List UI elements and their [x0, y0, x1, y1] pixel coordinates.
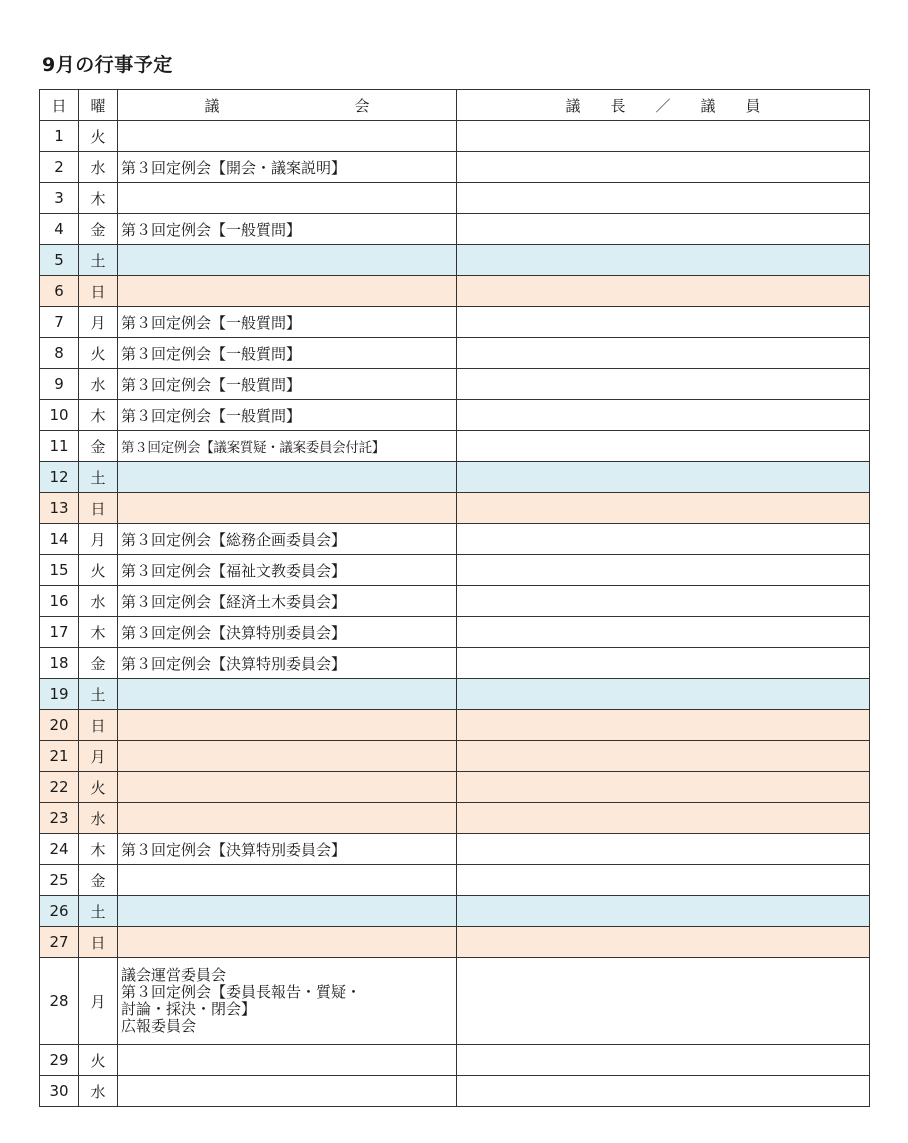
- day-cell: 11: [40, 431, 79, 462]
- weekday-cell: 日: [79, 276, 118, 307]
- table-row: [40, 865, 870, 896]
- members-cell: [457, 524, 870, 555]
- members-cell: [457, 121, 870, 152]
- weekday-cell: 金: [79, 431, 118, 462]
- day-cell: 6: [40, 276, 79, 307]
- day-cell: 10: [40, 400, 79, 431]
- schedule-body: [40, 121, 870, 1107]
- table-row: [40, 1076, 870, 1107]
- day-cell: 25: [40, 865, 79, 896]
- table-row: [40, 276, 870, 307]
- table-row: [40, 648, 870, 679]
- day-cell: 18: [40, 648, 79, 679]
- table-row: [40, 183, 870, 214]
- table-row: [40, 834, 870, 865]
- table-row: [40, 369, 870, 400]
- members-cell: [457, 338, 870, 369]
- weekday-cell: 木: [79, 834, 118, 865]
- day-cell: 4: [40, 214, 79, 245]
- members-cell: [457, 152, 870, 183]
- day-cell: 7: [40, 307, 79, 338]
- header-weekday: 曜: [79, 90, 118, 121]
- day-cell: 13: [40, 493, 79, 524]
- council-event-line: 第３回定例会【委員長報告・質疑・: [121, 982, 362, 1001]
- council-event-line: 広報委員会: [121, 1017, 197, 1036]
- council-event-cell: [118, 245, 457, 276]
- day-cell: 1: [40, 121, 79, 152]
- weekday-cell: 火: [79, 555, 118, 586]
- members-cell: [457, 431, 870, 462]
- weekday-cell: 水: [79, 803, 118, 834]
- members-cell: [457, 617, 870, 648]
- day-cell: 2: [40, 152, 79, 183]
- table-row: [40, 307, 870, 338]
- council-event-cell: [118, 865, 457, 896]
- council-event-cell: [118, 121, 457, 152]
- council-event-cell: [118, 679, 457, 710]
- weekday-cell: 木: [79, 400, 118, 431]
- header-council: 議 会: [118, 90, 457, 121]
- table-row: [40, 338, 870, 369]
- members-cell: [457, 462, 870, 493]
- weekday-cell: 火: [79, 121, 118, 152]
- weekday-cell: 水: [79, 369, 118, 400]
- weekday-cell: 月: [79, 741, 118, 772]
- weekday-cell: 月: [79, 958, 118, 1045]
- council-event-cell: [118, 958, 457, 1045]
- table-row: [40, 679, 870, 710]
- weekday-cell: 日: [79, 710, 118, 741]
- weekday-cell: 水: [79, 586, 118, 617]
- table-row: [40, 927, 870, 958]
- day-cell: 12: [40, 462, 79, 493]
- council-event-cell: 第３回定例会【決算特別委員会】: [118, 617, 457, 648]
- table-row: [40, 555, 870, 586]
- weekday-cell: 土: [79, 245, 118, 276]
- weekday-cell: 日: [79, 927, 118, 958]
- table-row: [40, 431, 870, 462]
- council-event-cell: 第３回定例会【決算特別委員会】: [118, 834, 457, 865]
- members-cell: [457, 369, 870, 400]
- weekday-cell: 水: [79, 152, 118, 183]
- members-cell: [457, 679, 870, 710]
- members-cell: [457, 958, 870, 1045]
- council-event-cell: 第３回定例会【経済土木委員会】: [118, 586, 457, 617]
- members-cell: [457, 276, 870, 307]
- table-row: [40, 245, 870, 276]
- table-row: [40, 493, 870, 524]
- weekday-cell: 金: [79, 648, 118, 679]
- table-row: [40, 617, 870, 648]
- table-row: [40, 152, 870, 183]
- council-event-line: 議会運営委員会: [121, 965, 227, 984]
- weekday-cell: 月: [79, 307, 118, 338]
- members-cell: [457, 803, 870, 834]
- day-cell: 9: [40, 369, 79, 400]
- members-cell: [457, 493, 870, 524]
- council-event-cell: [118, 741, 457, 772]
- table-row: [40, 896, 870, 927]
- table-row: [40, 400, 870, 431]
- council-event-cell: [118, 493, 457, 524]
- council-event-cell: 第３回定例会【一般質問】: [118, 214, 457, 245]
- weekday-cell: 水: [79, 1076, 118, 1107]
- weekday-cell: 土: [79, 462, 118, 493]
- table-row: [40, 1045, 870, 1076]
- members-cell: [457, 865, 870, 896]
- weekday-cell: 火: [79, 1045, 118, 1076]
- members-cell: [457, 1045, 870, 1076]
- council-event-cell: 第３回定例会【一般質問】: [118, 307, 457, 338]
- weekday-cell: 木: [79, 617, 118, 648]
- council-event-cell: 第３回定例会【議案質疑・議案委員会付託】: [118, 431, 457, 462]
- members-cell: [457, 214, 870, 245]
- header-day: 日: [40, 90, 79, 121]
- day-cell: 3: [40, 183, 79, 214]
- page-title: 9月の行事予定: [42, 54, 173, 76]
- day-cell: 26: [40, 896, 79, 927]
- table-row: [40, 710, 870, 741]
- members-cell: [457, 1076, 870, 1107]
- council-event-cell: [118, 1045, 457, 1076]
- council-event-cell: [118, 1076, 457, 1107]
- table-row: [40, 958, 870, 1045]
- table-row: [40, 772, 870, 803]
- weekday-cell: 木: [79, 183, 118, 214]
- table-row: [40, 462, 870, 493]
- members-cell: [457, 834, 870, 865]
- members-cell: [457, 245, 870, 276]
- council-event-cell: [118, 276, 457, 307]
- schedule-table: [39, 89, 870, 1107]
- table-row: [40, 586, 870, 617]
- members-cell: [457, 772, 870, 803]
- day-cell: 8: [40, 338, 79, 369]
- day-cell: 19: [40, 679, 79, 710]
- members-cell: [457, 710, 870, 741]
- council-event-cell: 第３回定例会【総務企画委員会】: [118, 524, 457, 555]
- weekday-cell: 月: [79, 524, 118, 555]
- header-members: 議 長 ／ 議 員: [457, 90, 870, 121]
- council-event-cell: [118, 710, 457, 741]
- weekday-cell: 火: [79, 338, 118, 369]
- weekday-cell: 火: [79, 772, 118, 803]
- day-cell: 23: [40, 803, 79, 834]
- weekday-cell: 土: [79, 679, 118, 710]
- table-row: [40, 121, 870, 152]
- council-event-cell: 第３回定例会【一般質問】: [118, 369, 457, 400]
- day-cell: 24: [40, 834, 79, 865]
- council-event-cell: 第３回定例会【福祉文教委員会】: [118, 555, 457, 586]
- table-row: [40, 741, 870, 772]
- weekday-cell: 金: [79, 865, 118, 896]
- council-event-cell: 第３回定例会【一般質問】: [118, 400, 457, 431]
- council-event-cell: 第３回定例会【一般質問】: [118, 338, 457, 369]
- day-cell: 22: [40, 772, 79, 803]
- council-event-line: 討論・採決・閉会】: [121, 1000, 257, 1018]
- members-cell: [457, 400, 870, 431]
- members-cell: [457, 741, 870, 772]
- council-event-cell: [118, 896, 457, 927]
- weekday-cell: 日: [79, 493, 118, 524]
- council-event-cell: [118, 772, 457, 803]
- members-cell: [457, 896, 870, 927]
- council-event-cell: [118, 803, 457, 834]
- weekday-cell: 土: [79, 896, 118, 927]
- council-event-cell: 第３回定例会【決算特別委員会】: [118, 648, 457, 679]
- council-event-cell: 第３回定例会【開会・議案説明】: [118, 152, 457, 183]
- day-cell: 14: [40, 524, 79, 555]
- table-row: [40, 803, 870, 834]
- day-cell: 21: [40, 741, 79, 772]
- day-cell: 15: [40, 555, 79, 586]
- members-cell: [457, 586, 870, 617]
- day-cell: 20: [40, 710, 79, 741]
- day-cell: 27: [40, 927, 79, 958]
- members-cell: [457, 555, 870, 586]
- council-event-cell: [118, 927, 457, 958]
- day-cell: 17: [40, 617, 79, 648]
- members-cell: [457, 307, 870, 338]
- header-row: [40, 90, 870, 121]
- day-cell: 16: [40, 586, 79, 617]
- council-event-cell: [118, 462, 457, 493]
- day-cell: 29: [40, 1045, 79, 1076]
- members-cell: [457, 648, 870, 679]
- weekday-cell: 金: [79, 214, 118, 245]
- table-row: [40, 214, 870, 245]
- council-event-cell: [118, 183, 457, 214]
- members-cell: [457, 927, 870, 958]
- day-cell: 5: [40, 245, 79, 276]
- members-cell: [457, 183, 870, 214]
- day-cell: 28: [40, 958, 79, 1045]
- day-cell: 30: [40, 1076, 79, 1107]
- table-row: [40, 524, 870, 555]
